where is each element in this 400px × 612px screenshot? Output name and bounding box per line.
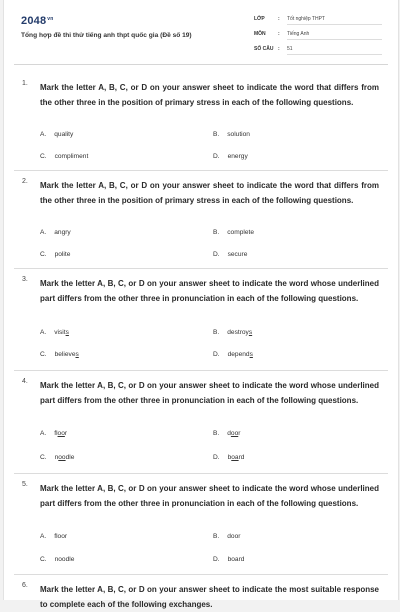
question-number: 4. <box>22 378 28 385</box>
option-letter: B. <box>213 430 220 437</box>
option-text: depend <box>227 351 250 358</box>
option-letter: B. <box>213 131 220 138</box>
option-letter: B. <box>213 329 220 336</box>
question-number: 6. <box>22 582 28 589</box>
meta-label: LỚP <box>254 16 265 22</box>
option-text: secure <box>227 251 248 258</box>
underlined-part: oo <box>58 454 66 461</box>
option-letter: A. <box>40 329 47 336</box>
option-letter: C. <box>40 556 47 563</box>
option-letter: C. <box>40 351 47 358</box>
question-text: Mark the letter A, B, C, or D on your answer sheet to indicate the word that differs from the other three in the position of primary stress in each of the following questions. <box>40 181 379 205</box>
meta-label: SỐ CÂU <box>254 46 274 52</box>
question-text: Mark the letter A, B, C, or D on your answer sheet to indicate the word whose underlined part differs from the other three in pronunciation in each of the following questions. <box>40 381 379 405</box>
question-text: Mark the letter A, B, C, or D on your answer sheet to indicate the word whose underlined part differs from the other three in pronunciation in each of the following questions. <box>40 279 379 303</box>
option-text-end: dle <box>65 454 75 461</box>
option-letter: D. <box>213 556 220 563</box>
option-text: d <box>227 430 231 437</box>
option-letter: D. <box>213 251 220 258</box>
option-c[interactable] <box>40 556 74 563</box>
option-a[interactable] <box>40 430 67 437</box>
option-letter: D. <box>213 153 220 160</box>
option-a[interactable] <box>40 533 67 540</box>
option-text: floor <box>54 533 68 540</box>
option-text: fl <box>54 430 58 437</box>
option-a[interactable] <box>40 229 71 236</box>
option-b[interactable] <box>213 229 254 236</box>
option-letter: D. <box>213 351 220 358</box>
option-c[interactable] <box>40 454 74 461</box>
option-letter: A. <box>40 131 47 138</box>
question-divider <box>14 473 388 474</box>
option-c[interactable] <box>40 351 79 358</box>
document-page <box>3 0 399 609</box>
header-divider <box>14 64 388 65</box>
option-b[interactable] <box>213 430 240 437</box>
option-letter: C. <box>40 153 47 160</box>
option-text-end: r <box>238 430 241 437</box>
site-logo[interactable] <box>21 15 54 27</box>
meta-colon: : <box>278 31 280 37</box>
underlined-part: oo <box>57 430 65 437</box>
option-text: solution <box>227 131 250 138</box>
question-divider <box>14 370 388 371</box>
option-letter: D. <box>213 454 220 461</box>
option-d[interactable] <box>213 454 244 461</box>
question-text: Mark the letter A, B, C, or D on your answer sheet to indicate the most suitable response to complete each of the following exchanges. <box>40 585 379 609</box>
option-b[interactable] <box>213 533 240 540</box>
option-text: door <box>227 533 241 540</box>
option-letter: A. <box>40 229 47 236</box>
option-b[interactable] <box>213 131 250 138</box>
option-text: b <box>227 454 232 461</box>
option-letter: A. <box>40 533 47 540</box>
meta-colon: : <box>278 16 280 22</box>
underlined-part: s <box>65 329 69 336</box>
option-text: visit <box>54 329 66 336</box>
meta-value: Tốt nghiệp THPT <box>287 16 382 25</box>
question-text: Mark the letter A, B, C, or D on your answer sheet to indicate the word whose underlined part differs from the other three in pronunciation in each of the following questions. <box>40 484 379 508</box>
question-text: Mark the letter A, B, C, or D on your answer sheet to indicate the word that differs from the other three in the position of primary stress in each of the following questions. <box>40 83 379 107</box>
underlined-part: s <box>75 351 79 358</box>
underlined-part: oa <box>231 454 239 461</box>
option-text: polite <box>54 251 71 258</box>
meta-value: 51 <box>287 46 382 55</box>
question-number: 3. <box>22 276 28 283</box>
option-text-end: r <box>64 430 68 437</box>
option-text: quality <box>54 131 74 138</box>
option-d[interactable] <box>213 251 247 258</box>
question-number: 5. <box>22 481 28 488</box>
option-a[interactable] <box>40 131 73 138</box>
option-d[interactable] <box>213 153 248 160</box>
option-text: believe <box>54 351 76 358</box>
underlined-part: s <box>248 329 253 336</box>
option-text: compliment <box>54 153 89 160</box>
question-number: 2. <box>22 178 28 185</box>
option-c[interactable] <box>40 153 88 160</box>
option-text: noodle <box>54 556 75 563</box>
question-divider <box>14 574 388 575</box>
question-number: 1. <box>22 80 28 87</box>
option-b[interactable] <box>213 329 252 336</box>
logo-suffix: vn <box>47 16 54 22</box>
option-text: angry <box>54 229 71 236</box>
option-letter: B. <box>213 533 220 540</box>
option-a[interactable] <box>40 329 69 336</box>
option-text: destroy <box>227 329 249 336</box>
option-letter: B. <box>213 229 220 236</box>
option-d[interactable] <box>213 556 244 563</box>
question-divider <box>14 268 388 269</box>
document-title: Tổng hợp đề thi thử tiếng anh thpt quốc gia (Đề số 19) <box>21 32 192 39</box>
meta-label: MÔN <box>254 31 266 37</box>
option-d[interactable] <box>213 351 253 358</box>
option-text-end: rd <box>238 454 245 461</box>
option-text: energy <box>227 153 248 160</box>
option-text: n <box>54 454 59 461</box>
option-letter: C. <box>40 251 47 258</box>
option-text: complete <box>227 229 254 236</box>
logo-text: 2048 <box>21 15 47 27</box>
meta-value: Tiếng Anh <box>287 31 382 40</box>
meta-colon: : <box>278 46 280 52</box>
underlined-part: oo <box>230 430 239 437</box>
option-text: board <box>227 556 245 563</box>
underlined-part: s <box>249 351 253 358</box>
question-divider <box>14 170 388 171</box>
option-c[interactable] <box>40 251 70 258</box>
option-letter: A. <box>40 430 47 437</box>
option-letter: C. <box>40 454 47 461</box>
